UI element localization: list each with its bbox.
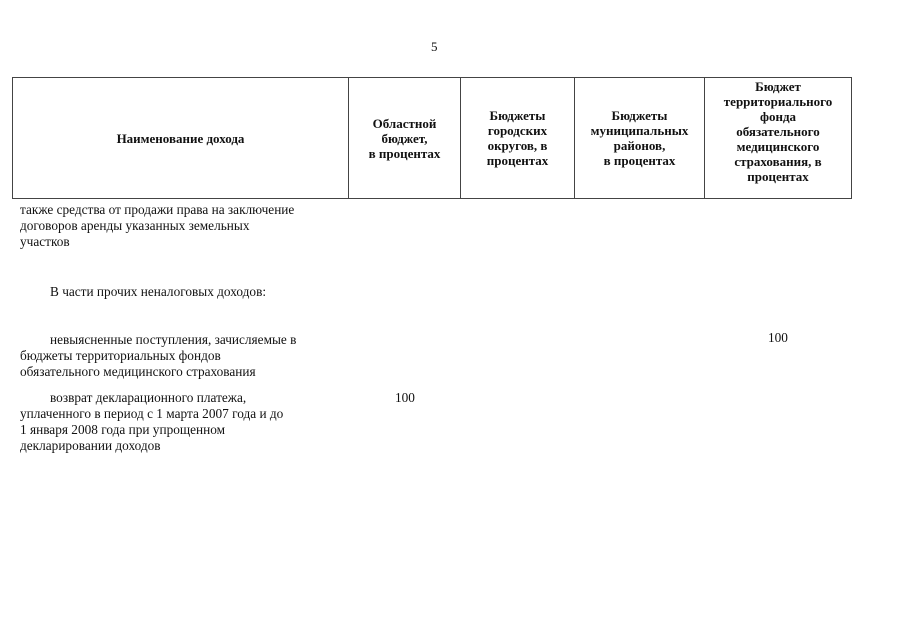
- table-row-unclarified-receipts: невыясненные поступления, зачисляемые в бюджеты территориальных фондов обязательного медицинского страхования: [20, 332, 297, 379]
- regional-value: 100: [395, 390, 415, 405]
- page-number: 5: [431, 39, 438, 54]
- section-other-nontax-income: В части прочих неналоговых доходов:: [50, 284, 267, 299]
- table-row-declaration-refund: возврат декларационного платежа, уплаченного в период с 1 марта 2007 года и до 1 января 2008 года при упрощенном декларировании доходов: [20, 390, 284, 453]
- table-row-land-lease: также средства от продажи права на заключение договоров аренды указанных земельных участков: [20, 202, 295, 249]
- header-regional-budget: Областной бюджет, в процентах: [349, 78, 461, 198]
- header-city-districts: Бюджеты городских округов, в процентах: [461, 78, 575, 198]
- header-income-name: Наименование дохода: [13, 78, 349, 198]
- header-municipal-areas: Бюджеты муниципальных районов, в процентах: [575, 78, 705, 198]
- table-header: [12, 77, 852, 199]
- tfoms-value: 100: [768, 330, 788, 345]
- header-tfoms-budget: Бюджет территориального фонда обязательного медицинского страхования, в процентах: [723, 79, 833, 184]
